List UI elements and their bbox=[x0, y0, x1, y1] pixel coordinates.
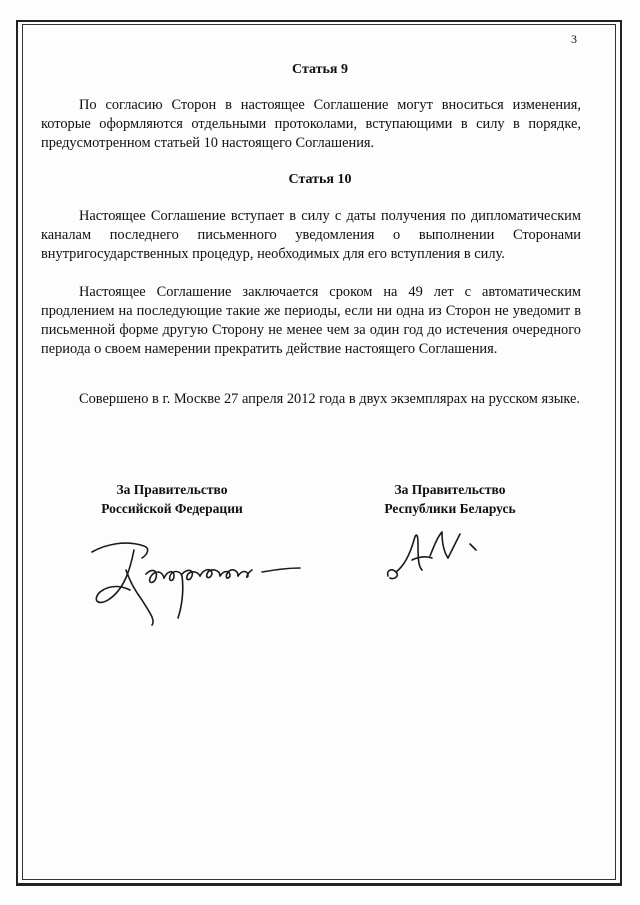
article-10-heading: Статья 10 bbox=[288, 172, 352, 187]
signatory-belarus-line2: Республики Беларусь bbox=[384, 501, 516, 516]
article-10-paragraph-2: Настоящее Соглашение заключается сроком на 49 лет с автоматическим продлением на последующие такие же периоды, если ни одна из Сторон не уведомит в письменной форме другую Сторону не менее чем за один год до истечения очередного периода о своем намерении прекратить действие настоящего Соглашения. bbox=[41, 284, 581, 357]
article-9-heading: Статья 9 bbox=[292, 62, 348, 77]
article-10-paragraph-1: Настоящее Соглашение вступает в силу с даты получения по дипломатическим каналам последнего письменного уведомления о выполнении Сторонами внутригосударственных процедур, необходимых для его вступления в силу. bbox=[41, 208, 581, 262]
signatory-russia-line1: За Правительство bbox=[116, 482, 228, 497]
signatory-russia-line2: Российской Федерации bbox=[101, 501, 243, 516]
article-9-paragraph: По согласию Сторон в настоящее Соглашение могут вноситься изменения, которые оформляются отдельными протоколами, вступающими в силу в порядке, предусмотренном статьей 10 настоящего Соглашения. bbox=[41, 97, 581, 151]
signature-belarus-icon bbox=[382, 520, 492, 590]
signatory-russia bbox=[72, 480, 272, 518]
signatory-belarus bbox=[350, 480, 550, 518]
page-number: 3 bbox=[571, 32, 577, 46]
signatory-belarus-line1: За Правительство bbox=[394, 482, 506, 497]
signature-russia-icon bbox=[86, 530, 316, 630]
closing-paragraph: Совершено в г. Москве 27 апреля 2012 года в двух экземплярах на русском языке. bbox=[79, 391, 581, 407]
